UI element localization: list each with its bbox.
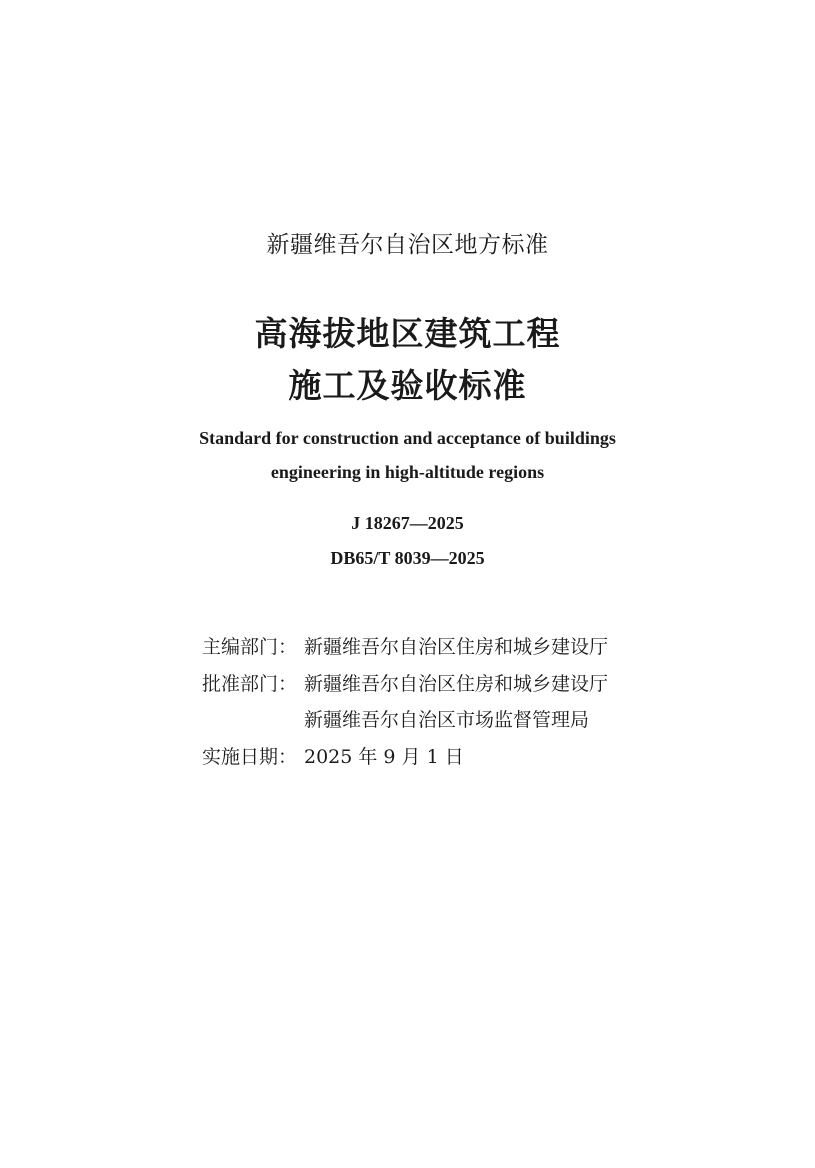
approver-value-1: 新疆维吾尔自治区住房和城乡建设厅 xyxy=(304,673,609,695)
english-title-line-2: engineering in high-altitude regions xyxy=(270,462,545,482)
date-row xyxy=(202,742,464,772)
standard-category: 新疆维吾尔自治区地方标准 xyxy=(266,232,549,258)
title-line-1: 高海拔地区建筑工程 xyxy=(254,314,561,353)
record-number: J 18267—2025 xyxy=(351,513,464,533)
editor-label: 主编部门： xyxy=(202,636,298,658)
title-line-2: 施工及验收标准 xyxy=(288,366,527,405)
date-value: 2025 年 9 月 1 日 xyxy=(304,746,464,768)
approver-label-spacer xyxy=(202,705,304,735)
english-title-line-1: Standard for construction and acceptance of buildings xyxy=(199,428,616,448)
approver-value-2: 新疆维吾尔自治区市场监督管理局 xyxy=(304,709,590,731)
editor-value: 新疆维吾尔自治区住房和城乡建设厅 xyxy=(304,636,609,658)
editor-row xyxy=(202,632,608,662)
approver-row xyxy=(202,669,608,699)
date-label: 实施日期： xyxy=(202,746,298,768)
approver-row-2 xyxy=(202,705,589,735)
approver-label: 批准部门： xyxy=(202,673,298,695)
standard-number: DB65/T 8039—2025 xyxy=(330,548,485,568)
